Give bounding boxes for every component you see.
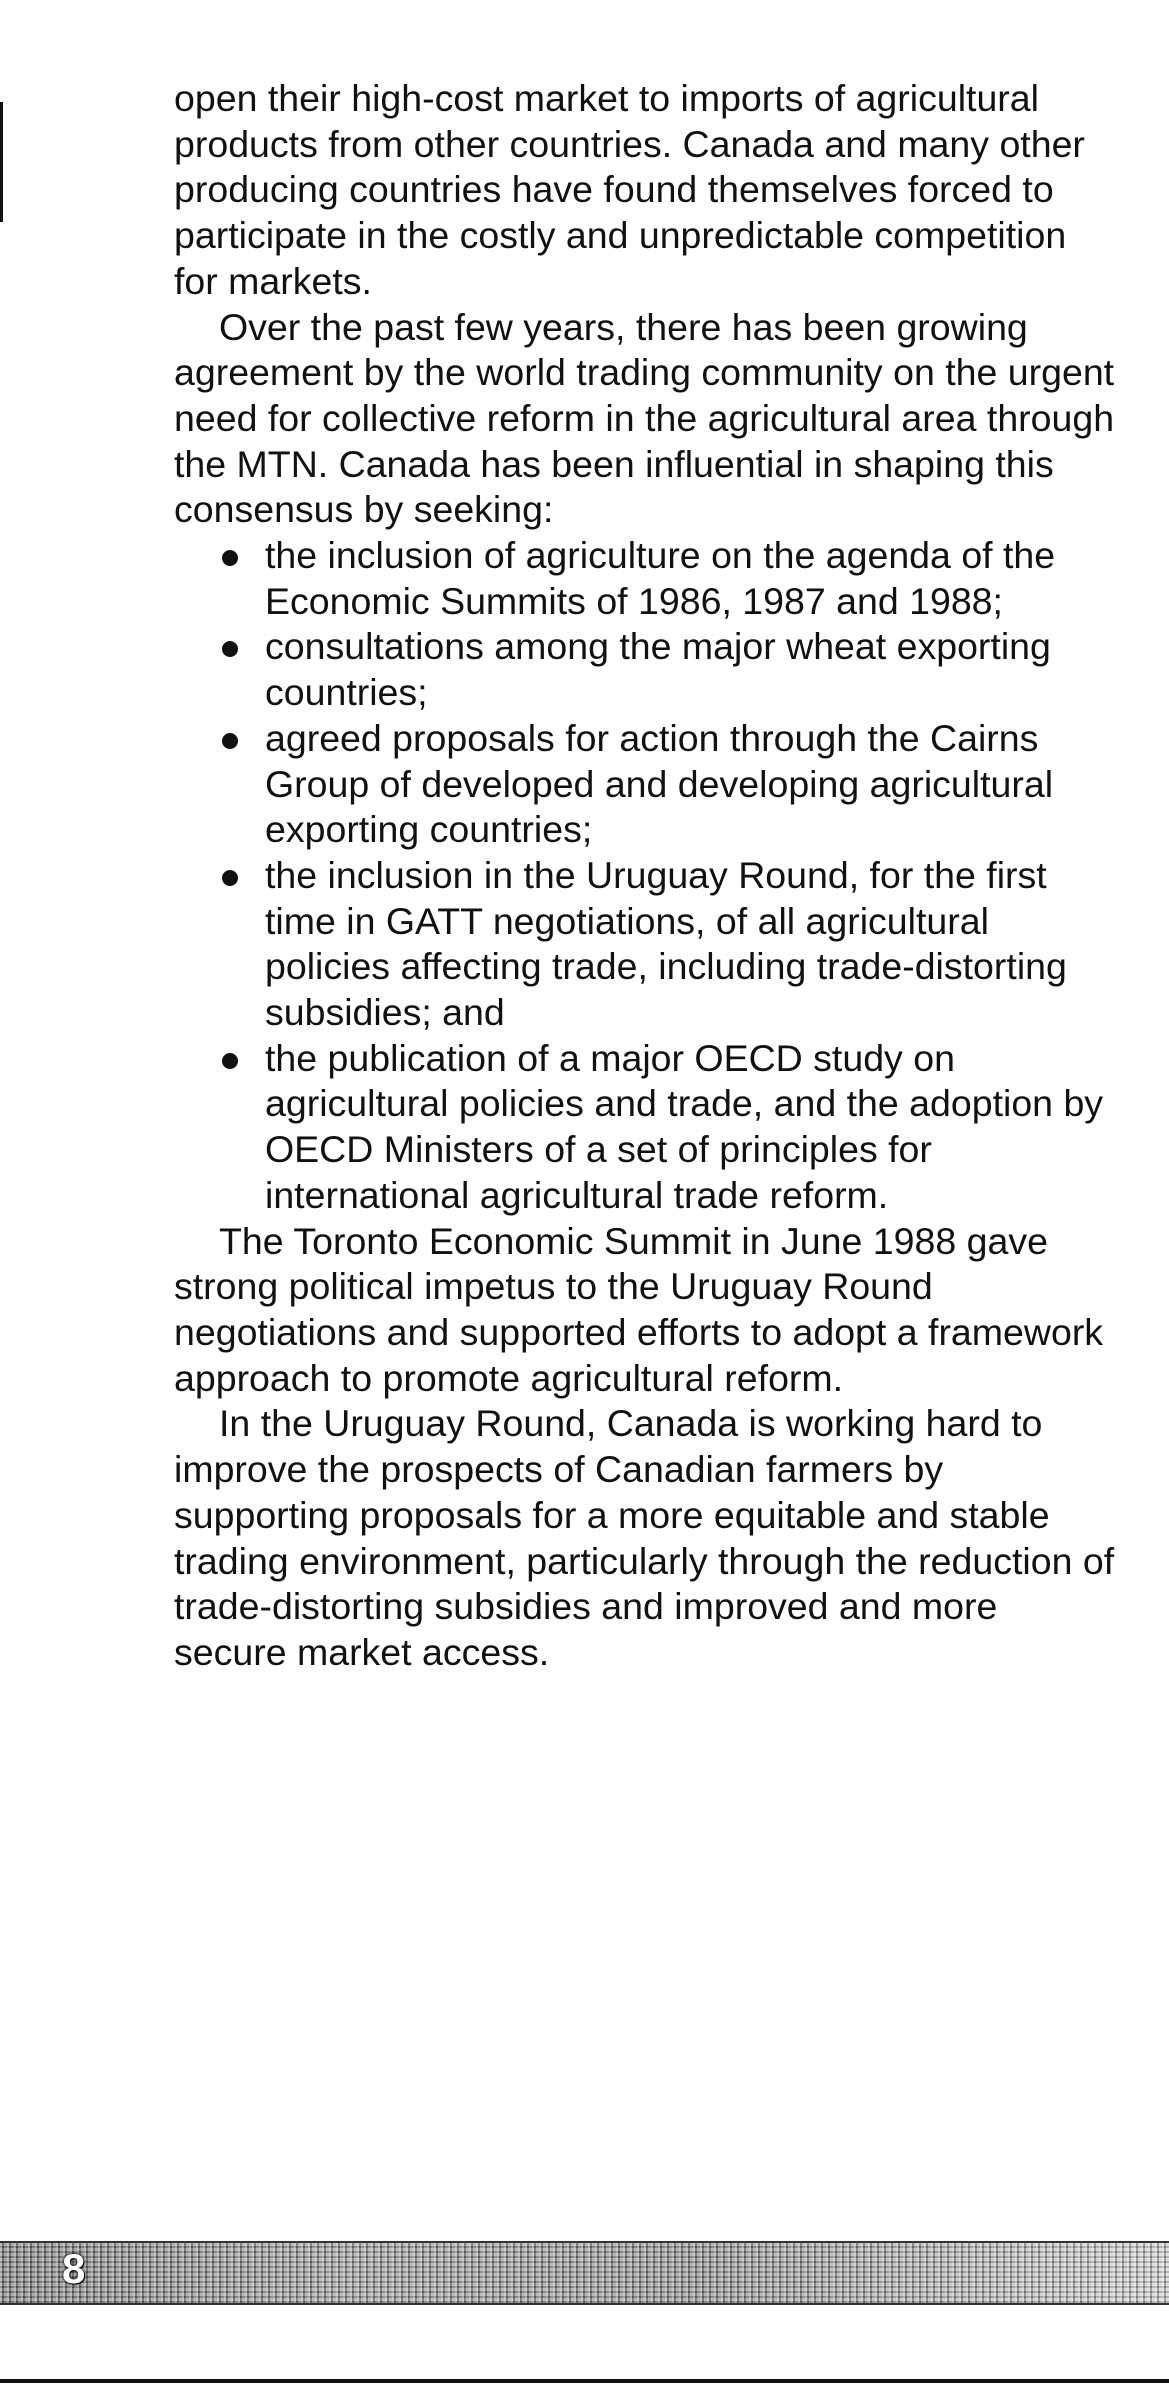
footer-band [0,2241,1169,2305]
margin-mark [0,102,3,222]
list-item [174,624,1119,715]
bullet-icon [222,1053,238,1069]
list-item-text: agreed proposals for action through the Cairns Group of developed and developing agricultural exporting countries; [265,716,1054,851]
list-item [174,853,1119,1036]
page-number: 8 [62,2245,86,2292]
paragraph-consensus: Over the past few years, there has been growing agreement by the world trading community on the urgent need for collective reform in the agricultural area through the MTN. Canada has been influential in shaping this consensus by seeking: [174,305,1115,531]
list-item-text: the publication of a major OECD study on agricultural policies and trade, and the adoption by OECD Ministers of a set of principles for international agricultural trade reform. [265,1036,1104,1216]
body-text [174,76,1119,1676]
bullet-icon [222,641,238,657]
list-item-text: consultations among the major wheat exporting countries; [265,625,1051,714]
bullet-list [174,533,1119,1219]
bottom-rule [0,2379,1169,2383]
list-item [174,533,1119,624]
bullet-icon [222,870,238,886]
list-item [174,716,1119,853]
bullet-icon [222,550,238,566]
list-item-text: the inclusion in the Uruguay Round, for the first time in GATT negotiations, of all agricultural policies affecting trade, including trade-distorting subsidies; and [265,853,1067,1034]
list-item [174,1036,1119,1219]
paragraph-uruguay-round: In the Uruguay Round, Canada is working hard to improve the prospects of Canadian farmers by supporting proposals for a more equitable and stable trading environment, particularly through the reduction of trade-distorting subsidies and improved and more secure market access. [174,1402,1115,1673]
paragraph-continued: open their high-cost market to imports of agricultural products from other countries. Canada and many other producing countries have found themselves forced to participate in the costly and unpredictable competition for markets. [174,77,1085,302]
list-item-text: the inclusion of agriculture on the agenda of the Economic Summits of 1986, 1987 and 1988; [265,534,1056,622]
bullet-icon [222,733,238,749]
paragraph-toronto-summit: The Toronto Economic Summit in June 1988 gave strong political impetus to the Uruguay Round negotiations and supported efforts to adopt a framework approach to promote agricultural reform. [174,1219,1104,1399]
